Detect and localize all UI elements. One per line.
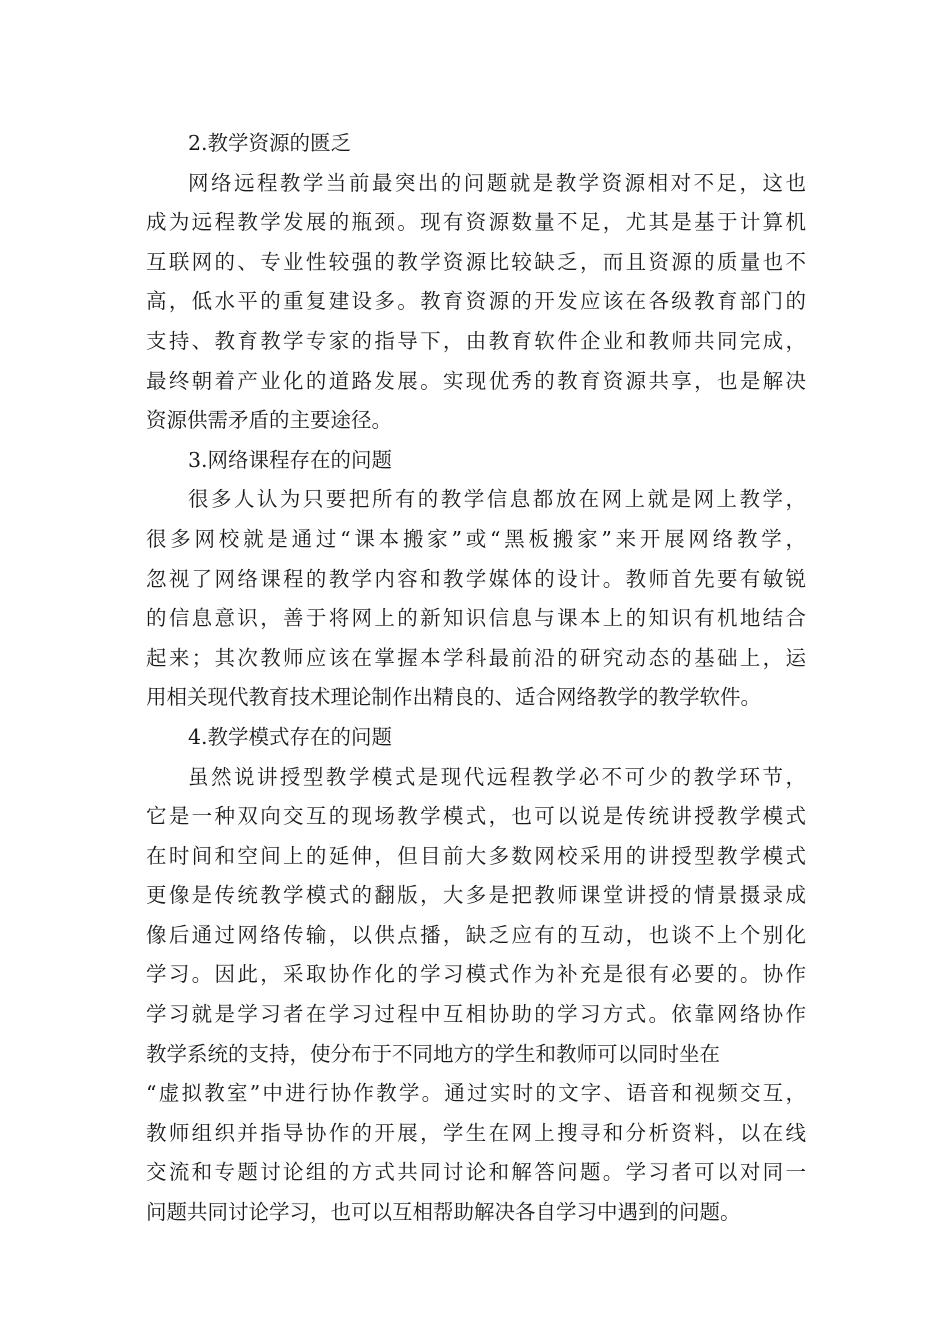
paragraph-line: 它是一种双向交互的现场教学模式，也可以说是传统讲授教学模式 [146, 804, 806, 829]
paragraph-line: 虽然说讲授型教学模式是现代远程教学必不可少的教学环节， [188, 764, 806, 789]
paragraph-line: 教学系统的支持，使分布于不同地方的学生和教师可以同时坐在 [146, 1041, 720, 1066]
paragraph-line: 很多人认为只要把所有的教学信息都放在网上就是网上教学， [188, 487, 806, 512]
paragraph-line: 起来；其次教师应该在掌握本学科最前沿的研究动态的基础上，运 [146, 645, 806, 670]
paragraph-line: 网络远程教学当前最突出的问题就是教学资源相对不足，这也 [188, 170, 806, 195]
paragraph-line: 最终朝着产业化的道路发展。实现优秀的教育资源共享，也是解决 [146, 368, 806, 393]
paragraph-line: 的信息意识，善于将网上的新知识信息与课本上的知识有机地结合 [146, 606, 806, 631]
paragraph-line: 成为远程教学发展的瓶颈。现有资源数量不足，尤其是基于计算机 [146, 210, 806, 235]
paragraph-network-courses [146, 480, 806, 718]
paragraph-teaching-models [146, 758, 806, 1233]
section-heading-4: 4.教学模式存在的问题 [188, 724, 393, 749]
paragraph-line: 问题共同讨论学习，也可以互相帮助解决各自学习中遇到的问题。 [146, 1200, 741, 1225]
paragraph-line: 资源供需矛盾的主要途径。 [146, 408, 392, 433]
document-body [146, 124, 806, 1233]
paragraph-line: 在时间和空间上的延伸，但目前大多数网校采用的讲授型教学模式 [146, 843, 806, 868]
paragraph-line: 很多网校就是通过“课本搬家”或“黑板搬家”来开展网络教学， [146, 526, 806, 551]
paragraph-line: 更像是传统教学模式的翻版，大多是把教师课堂讲授的情景摄录成 [146, 883, 806, 908]
paragraph-line: 忽视了网络课程的教学内容和教学媒体的设计。教师首先要有敏锐 [146, 566, 806, 591]
paragraph-line: 互联网的、专业性较强的教学资源比较缺乏，而且资源的质量也不 [146, 249, 806, 274]
paragraph-teaching-resources [146, 164, 806, 441]
paragraph-line: 高，低水平的重复建设多。教育资源的开发应该在各级教育部门的 [146, 289, 806, 314]
paragraph-line: 学习。因此，采取协作化的学习模式作为补充是很有必要的。协作 [146, 962, 806, 987]
paragraph-line: 教师组织并指导协作的开展，学生在网上搜寻和分析资料，以在线 [146, 1120, 806, 1145]
section-heading-2: 2.教学资源的匮乏 [188, 131, 352, 155]
paragraph-line: 交流和专题讨论组的方式共同讨论和解答问题。学习者可以对同一 [146, 1160, 806, 1185]
section-heading-3: 3.网络课程存在的问题 [188, 447, 393, 472]
paragraph-line: 支持、教育教学专家的指导下，由教育软件企业和教师共同完成， [146, 328, 806, 353]
paragraph-line: 学习就是学习者在学习过程中互相协助的学习方式。依靠网络协作 [146, 1002, 806, 1027]
paragraph-line: 像后通过网络传输，以供点播，缺乏应有的互动，也谈不上个别化 [146, 922, 806, 947]
paragraph-line: “虚拟教室”中进行协作教学。通过实时的文字、语音和视频交互， [146, 1081, 806, 1106]
paragraph-line: 用相关现代教育技术理论制作出精良的、适合网络教学的教学软件。 [146, 685, 761, 710]
